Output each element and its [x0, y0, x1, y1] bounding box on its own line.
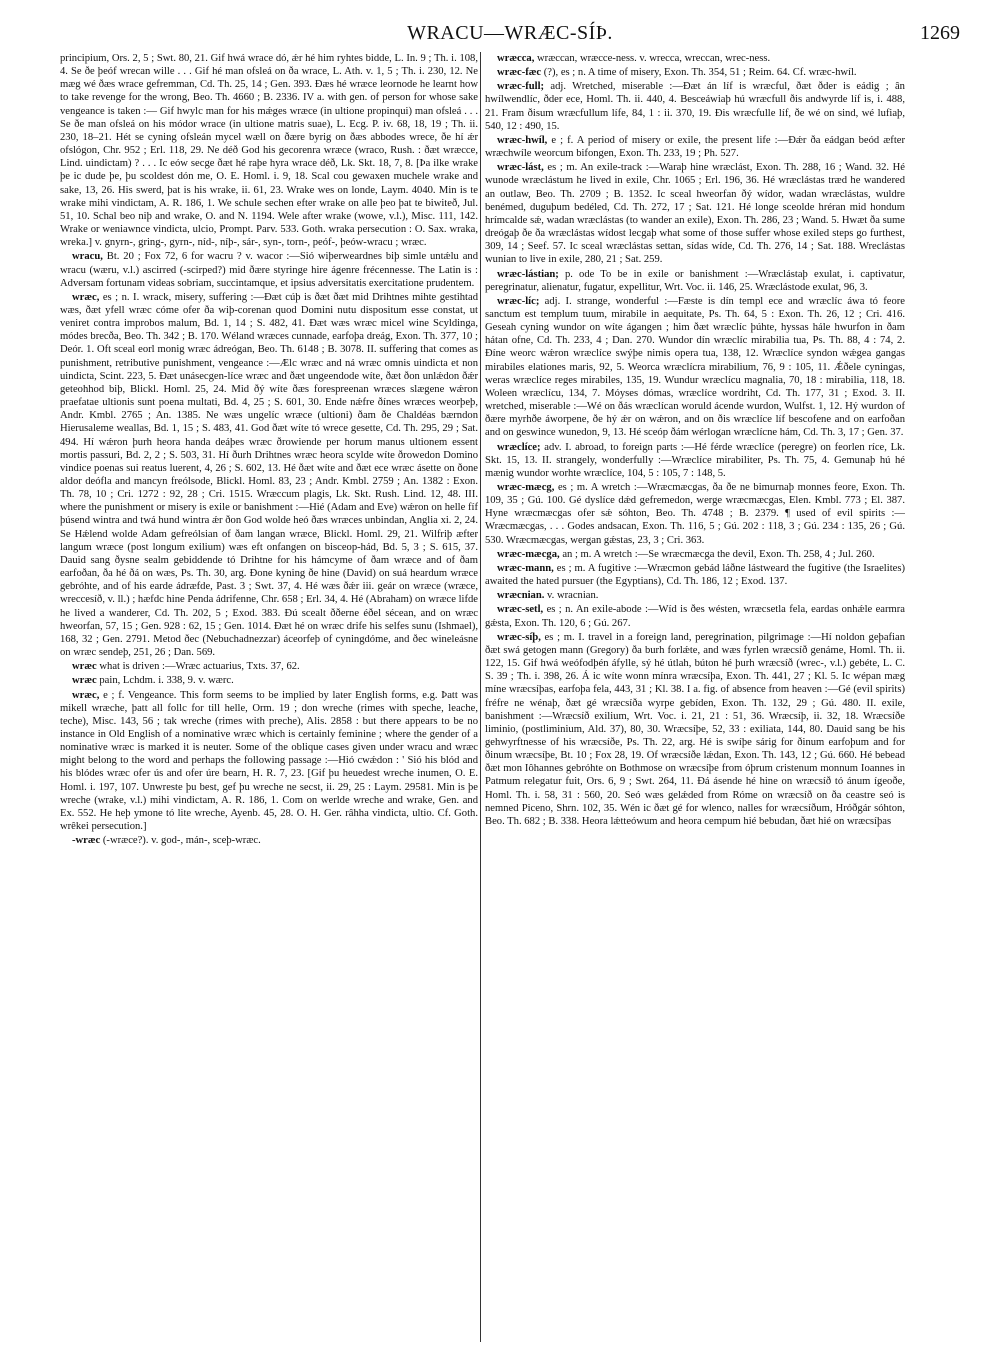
headword: wræc-mann,: [497, 562, 554, 574]
dictionary-entry: [60, 52, 478, 249]
dictionary-entry: [60, 834, 478, 847]
headword: wræc-líc;: [497, 295, 540, 307]
entry-text: es ; n. I. wrack, misery, suffering :—Ðæt cúþ is ðæt ðæt mid Drihtnes mihte gestihtad wæs, ðæt yfell wræc cóme ofer ða wiþ-corenan quod Domini nutu dispositum esse constat, ut veniret contra improbos malum, Bd. 1, 14 ; S. 482, 41. Ðæt wæs wræc micel wine Scyldinga, módes brecða, Beo. Th. 342 ; B. 170. Wéland wræces cunnade, earfoþa dreág, Exon. Th. 377, 10 ; Deór. 1. Oft sceal eorl monig wræc ádreógan, Beo. Th. 6148 ; B. 3078. II. suffering that comes as punishment, retributive punishment, vengeance :—Ælc wræc and ná wræc omnis uindicta et non uindicta, Scint. 223, 5. Ðæt unásecgen-líce wræc and ðæt ungeendode wíte, ðæt ðon unlǽdon ðǽr geteohhod biþ, Blickl. Homl. 25, 24. Mid ðý wíte ðæs forespreenan wræces slægene wǽron praefatae ultionis sunt poena multati, Bd. 4, 25 ; S. 601, 30. Ende nǽfre ðínes wræces weorþeþ, Andr. Kmbl. 2765 ; An. 1385. Ne wæs ungelíc wræce (ultioni) ðam ðe Chaldéas bærndon Hierusaleme weallas, Bd. 1, 15 ; S. 483, 41. God ðæt wíte tó wrece gesette, Cd. Th. 295, 29 ; Sat. 494. Hí wǽron þurh heora handa deáþes wræc ðrowiende per horum manus ultionem essent mortis passuri, Bd. 2, 2 ; S. 503, 31. Hí ðurh Drihtnes wræc heora scylde wíte ðrowedon Domino vindice poenas sui reatus luerent, 4, 26 ; S. 602, 13. Hé ðæt wíte and ðæt ece wræc ásette on ðone aldor deófla and mancyn freólsode, Blickl. Homl. 83, 23 ; Andr. Kmbl. 2759 ; An. 1382 : Exon. Th. 78, 10 ; Cri. 1272 : 92, 28 ; Cri. 1515. Wræccum plagis, Lk. Skt. Rush. Lind. 12, 48. III. where the punishment or misery is exile or banishment :—Hié (Adam and Eve) wǽron on helle fíf þúsend wintra and twá hund wintra ǽr ðon God wolde heó ðæs wræces unbindan, Anglia xi. 2, 24. Se Hǽlend wolde Adam gefreólsian of ðam langan wræce, Blickl. Homl. 29, 21. Wilfriþ æfter langum wræce (post longum exilium) wæs eft onfangen on bisceop-hád, Bd. 5, 3 ; S. 615, 37. Dauid sang ðysne sealm gebiddende tó Drihtne for his hámcyme of ðam wræce and of ðam earfoðan, ða hé ðá on wæs, Ps. Th. 30, arg. Ðone kyning ðe hine (David) on suá heardum wræce gebróhte, and of his earde ádræfde, Past. 3 ; Swt. 37, 4. Hé wæs ðǽr iii. geár on wræce (wræce, wreccesíð, v. ll.) ; hæfdc hine Penda ádrifenne, Chr. 658 ; Erl. 34, 4. Hé (Abraham) on wræce lifde he lived a wanderer, Cd. Th. 202, 5 ; Exod. 383. Ðú scealt ððerne éðel sécean, and on wræc hweorfan, 57, 15 ; Gen. 928 : 62, 15 ; Gen. 1014. Ðæt hé on wræc drife his selfes sunu (Ishmael), 168, 32 ; Gen. 2791. Metod ðec (Nebuchadnezzar) áceorfeþ of cyningdóme, and ðec wineleásne on wræc sendeþ, 251, 26 ; Dan. 569.: [60, 291, 478, 659]
entry-text: adj. Wretched, miserable :—Ðæt án líf is wræcful, ðæt ðder is eádig ; ân hwílwendlíc, ðder ece, Homl. Th. ii. 440, 4. Besceáwiaþ hú wræcfull ðis andwyrde líf is, i. 488, 21. Fram ðisum wræcfullum lífe, 84, 1 : ii. 370, 19. Ðis wræcfulle líf, ðe wé on sind, wé lufiaþ, 540, 12 : 490, 15.: [485, 81, 905, 132]
dictionary-entry: [485, 52, 905, 65]
dictionary-entry: [60, 291, 478, 659]
entry-text: Bt. 20 ; Fox 72, 6 for wacru ? v. wacor :—Sió wiþerweardnes biþ simle untǽlu and wracu (wæru, v.l.) ascirred (-scirped?) mid ðære styringe hire ágenre frécennesse. The Latin is : Adversam fortunam videas sobriam, succintamque, et ipsius adversitatis exercitatione prudentem.: [60, 251, 478, 289]
dictionary-entry: [485, 268, 905, 294]
headword: wræc-mæcg,: [497, 482, 555, 493]
column-divider: [480, 52, 481, 1342]
headword: wræclíce;: [497, 441, 541, 453]
entry-text: es ; m. A fugitive :—Wræcmon gebád láðne lástweard the fugitive (the Israelites) awaited the hated pursuer (the Egyptians), Cd. Th. 186, 12 ; Exod. 137.: [485, 562, 905, 588]
dictionary-entry: [485, 562, 905, 588]
headword: wracu,: [72, 251, 103, 263]
entry-text: what is driven :—Wræc actuarius, Txts. 37, 62.: [99, 661, 300, 673]
dictionary-entry: [60, 660, 478, 673]
entry-text: (-wræce?). v. god-, mán-, sceþ-wræc.: [102, 835, 261, 847]
headword: wræc: [72, 661, 97, 673]
entry-text: wræccan, wræcce-ness. v. wrecca, wreccan, wrec-ness.: [537, 53, 771, 64]
entry-text: (?), es ; n. A time of misery, Exon. Th. 354, 51 ; Reim. 64. Cf. wræc-hwíl.: [543, 67, 857, 79]
headword: wræc-full;: [497, 81, 545, 93]
entry-text: v. wracnian.: [547, 590, 599, 602]
dictionary-entry: [485, 161, 905, 266]
dictionary-entry: [60, 674, 478, 687]
headword: wræc-lást,: [497, 162, 544, 174]
entry-text: e ; f. Vengeance. This form seems to be implied by later English forms, e.g. Þatt was mikell wræche, þatt all follc for till helle, Orm. 19 ; don wreche (rimes with speche, leache, teche), Misc. 143, 56 ; tak wreche (rimes with preche), Alis. 2858 : but there appears to be no instance in Old English of a nominative wræc which is certainly feminine ; where the gender of a nominative wræc is marked it is neuter. Some of the oblique cases given under wracu and wræc might belong to the word and perhaps the following passage :—Hió cwǽdon : ' Sió his blód and his blódes wræc ofer ús and ofer úre bearn, H. R. 7, 23. [Gif þu heuedest wreche inumen, O. E. Homl. i. 197, 107. Unwreste þu best, gef þu wreche ne secst, ii. 29, 25 : Laym. 29581. Min is þe wreche (wrake, v.l.) mihi vindictam, A. R. 186, 1. Com on werlde wreche and wrake, Gen. and Ex. 552. He heþ ymone tó lite wreche, Ayenb. 45, 28. O. H. Ger. râhha vindicta, ultio. Cf. Goth. wrêkei persecution.]: [60, 689, 478, 833]
dictionary-entry: [485, 589, 905, 602]
headword: wræcnian.: [497, 590, 545, 602]
dictionary-entry: [485, 603, 905, 629]
running-title: WRACU—WRÆC-SÍÞ.: [407, 22, 613, 44]
dictionary-entry: [485, 631, 905, 828]
headword: -wræc: [72, 835, 101, 847]
entry-text: principium, Ors. 2, 5 ; Swt. 80, 21. Gif hwá wrace dó, ǽr hé him ryhtes bidde, L. In. 9 ; Th. i. 108, 4. Se ðe þeóf wrecan wille . . . Gif hé man ofsleá on ða wrace, L. Ath. v. 1, 5 ; Th. i. 230, 12. Ne mæg wé ðæs wrace gefremman, Cd. Th. 25, 14 ; Gen. 393. Ðæs hé wræce leornode he learnt how to take revenge for the wrong, Beo. Th. 4660 ; B. 2336. IV a. with gen. of person for whose sake vengeance is taken :— Gif hwylc man for his mǽges wræce (in ultione propinqui) man ofsleá . . . Se ðe man ofsleá on his módor wrace (in ultione matris suae), L. Ecg. P. iv. 68, 18, 19 ; Th. ii. 230, 18–21. Hét se cyning ofsleán mycel wæll on ðære byrig on ðæs abbodes wrece, ðe hí ǽr ofslógon, Chr. 952 ; Erl. 118, 29. Ne déð God his gecorenra wræce (wraco, Rush. : ðæt wræcce, Lind. uindictam) ? . . . Ic eów secge ðæt hé raþe hyra wrace déð, Lk. Skt. 18, 7, 8. [Þa ilke wrake þe ic dude þe, þu scoldest dón me, O. E. Homl. i. 9, 18. Scal cou gewaxen muchele wrake and sake, 13, 26. His swerd, þat is his wrake, ii. 61, 23. Wrake wes on londe, Laym. 4040. Min is te wrake mihi vindictam, A. R. 186, 1. We schule sechen efter wrake on alle þeo þat te biwiteð, Jul. 51, 10. Schal beo niþ and wrake, O. and N. 1194. Wele after wrake (wowe, v.l.), Misc. 111, 142. Wrake or weniawnce vindicta, ulcio, Prompt. Parv. 533. Goth. wraka persecution : O. Sax. wraka, wreka.] v. gnyrn-, gring-, gyrn-, níd-, níþ-, sár-, syn-, torn-, peóf-, þeów-wracu ; wræc.: [60, 53, 478, 249]
entry-text: pain, Lchdm. i. 338, 9. v. wærc.: [99, 675, 234, 687]
entry-text: es ; m. An exile-track :—Waraþ hine wræclást, Exon. Th. 288, 16 ; Wand. 32. Hé wunode wræclástum he lived in exile, Chr. 1065 ; Erl. 196, 36. Hé wræclástas træd he wandered an outlaw, Beo. Th. 2709 ; B. 1352. Ic sceal hweorfan ðý wídor, wadan wræclástas, wuldre benémed, duguþum bedéled, Cd. Th. 272, 17 ; Sat. 121. Hé longe sceolde hréran mid hondum hrímcalde sǽ, wadan wræclástas (to wander an exile), Exon. Th. 286, 23 ; Wand. 5. Hwæt ða sume dreógaþ ðe ða wræclástas wídost lecgaþ what some of those suffer whose exiled steps go furthest, 309, 14 ; Seef. 57. Ic sceal wræclástas settan, sídas wíde, Cd. Th. 276, 14 ; Sat. 188. Wreclástas wunian to live in exile, 280, 21 ; Sat. 259.: [485, 162, 905, 266]
right-column: [485, 52, 905, 1332]
entry-text: e ; f. A period of misery or exile, the present life :—Ðǽr ða eádgan beód æfter wræchwíle weorcum bifongen, Exon. Th. 233, 19 ; Ph. 527.: [485, 134, 905, 160]
dictionary-entry: [485, 548, 905, 561]
headword: wræc-fæc: [497, 67, 542, 79]
headword: wræc,: [72, 689, 100, 701]
left-column: [60, 52, 478, 1332]
entry-text: p. ode To be in exile or banishment :—Wræclástaþ exulat, i. captivatur, peregrinatur, alienatur, fugatur, expellitur, Wrt. Voc. ii. 146, 25. Wræclástode exulat, 96, 3.: [485, 268, 905, 293]
dictionary-entry: [60, 689, 478, 834]
entry-text: adj. I. strange, wonderful :—Fæste is dín templ ece and wræclíc áwa tó feore sanctum est templum tuum, mirabile in aequitate, Ps. Th. 64, 5 : Exon. Th. 26, 12 ; Cri. 416. Geseah cyning wundor on wíte ágangen ; him ðæt wræclíc þúhte, hyssas hále hwurfon in ðam hátan ofne, Cd. Th. 233, 4 ; Dan. 270. Wundor dín wræclíc mirabilia tua, Ps. Th. 88, 4 : 74, 2. Ðíne weorc wǽron wræclíce swýþe nimis opera tua, 138, 12. Wræclíce syndon wǽgea gangas mirabiles elationes maris, 92, 5. Weorca wræclícra mirabilium, 76, 9 : 105, 11. Ǽðele cyningas, weras wræclíce reges mirabiles, 135, 19. Wundur wræclícu magnalia, 70, 18 : mirabilia, 118, 18. Woleen wræclícu, 134, 7. Móyses dómas, wræclíce wordriht, Cd. Th. 177, 31 ; Exod. 3. II. wretched, miserable :—Wé on ðás wræclícan woruld ácende wurdon, Wulfst. 1, 12. Hý wurdon of ðære myrhðe áworpene, ðe hý ǽr on wǽron, and on ðis wræclíce líf bescofene and on earfoðan and on geswince wunedon, 9, 13. Hé sceóp ðám wérlogan wræclícne hám, Cd. Th. 3, 17 ; Gen. 37.: [485, 295, 905, 439]
dictionary-entry: [485, 66, 905, 79]
entry-text: es ; n. An exile-abode :—Wíd is ðes wésten, wræcsetla fela, eardas onhǽle earmra gǽsta, Exon. Th. 120, 6 ; Gú. 267.: [485, 604, 905, 629]
headword: wræc-lástian;: [497, 268, 559, 280]
headword: wræc-síþ,: [497, 631, 541, 643]
entry-text: adv. I. abroad, to foreign parts :—Hé férde wræclíce (peregre) on feorlen ríce, Lk. Skt. 15, 13. II. strangely, wonderfully :—Wræclíce mirabiliter, Ps. Th. 75, 4. Gemunaþ hú hé mænig wundor worhte wræclíce, 104, 5 : 105, 7 : 148, 5.: [485, 441, 905, 479]
headword: wræcca,: [497, 53, 535, 64]
dictionary-entry: [485, 134, 905, 160]
dictionary-entry: [485, 80, 905, 133]
entry-text: an ; m. A wretch :—Se wræcmæcga the devil, Exon. Th. 258, 4 ; Jul. 260.: [562, 548, 875, 560]
headword: wræc-setl,: [497, 604, 544, 616]
headword: wræc,: [72, 291, 100, 303]
headword: wræc-hwíl,: [497, 134, 548, 146]
dictionary-entry: [485, 295, 905, 440]
entry-text: es ; m. A wretch :—Wræcmæcgas, ða ðe ne bimurnaþ monnes feore, Exon. Th. 109, 35 ; Gú. 100. Gé dyslíce dǽd gefremedon, werge wræcmæcgas, Elen. Kmbl. 773 ; El. 387. Hyne wræcmæcgas ofer sǽ sóhton, Beo. Th. 4748 ; B. 2379. ¶ used of evil spirits :—Wræcmæcgas, . . . Godes andsacan, Exon. Th. 116, 5 ; Gú. 202 : 118, 3 ; Gú. 234 : 135, 26 ; Gú. 530. Wræcmæcgas, wergan gǽstas, 23, 3 ; Cri. 363.: [485, 482, 905, 546]
headword: wræc: [72, 675, 97, 687]
entry-text: es ; m. I. travel in a foreign land, peregrination, pilgrimage :—Hí noldon geþafian ðæt swá getogen mann (Gregory) ða burh forlǽte, and wæs fyrlen wræcsíð genáme, Homl. Th. ii. 122, 15. Gif hwá weófodþén áfylle, sý hé útlah, búton hé þurh wræcsíð (wrec-, v.l.) gebéte, L. C. S. 39 ; Th. i. 398, 26. Á ic wíte wonn mínra wræcsíþa, Exon. Th. 441, 27 ; Kl. 5. Ic wépan mæg míne wræcsíþas, earfoþa fela, 443, 31 ; Kl. 38. I a. fig. of absence from heaven :—Gé (evil spirits) fréfre ne wénaþ, ðæt gé wræcsíða wyrpe gebíden, Exon. Th. 132, 29 ; Gú. 480. II. exile, banishment :—Wræcsíð exilium, Wrt. Voc. i. 21, 21 : 51, 36. Wræcsíþ, ii. 32, 18. Wræcsíðe liminio, (postliminium, Ald. 37), 80, 30. Wræcsíþe, 52, 33 : exiliata, 144, 80. Dauid sang be his gehwyrftnesse of his wræcsíðe, Ps. Th. 22, arg. Hé is swíþe sárig for ðinum earfoþum and for ðinum wræcsíþe, Bt. 10 ; Fox 28, 19. Of wræcsíðe lǽdan, Exon. Th. 143, 12 ; Gú. 660. Hé bebead ðæt mon Iôhannes gebróhte on Bothmose on wræcsíþe from óþrum cristenum monnum Ioannes in Patmum relegatur fuit, Ors. 6, 9 ; Swt. 264, 11. Ðá ásende hé hine on wræcsíð tó ánum ígeoðe, Homl. Th. i. 58, 31 : 560, 20. Seó wæs gelǽded from Róme on wræcsíð on ða ceastre seó is nemned Piceno, Shrn. 102, 35. Wén ic ðæt gé for wlenco, nalles for wræcsíðum, Hróðgár sóhton, Beo. Th. 682 ; B. 338. Heora lǽtteówum and heora cempum hié bebudan, ðæt hié on wræcsíþas: [485, 631, 905, 827]
dictionary-entry: [485, 481, 905, 547]
dictionary-entry: [60, 250, 478, 289]
page-number: 1269: [920, 22, 960, 44]
dictionary-entry: [485, 441, 905, 480]
headword: wræc-mæcga,: [497, 548, 560, 560]
